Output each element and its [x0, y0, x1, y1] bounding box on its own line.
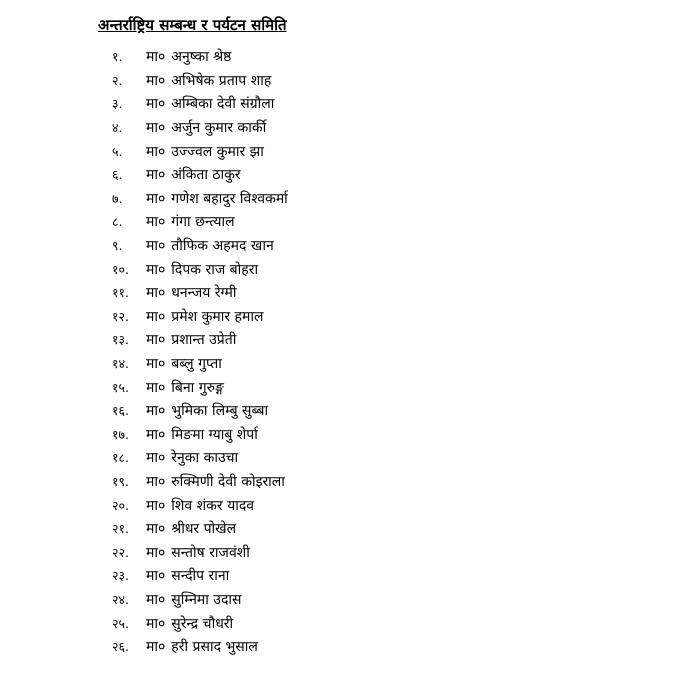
member-honorific: मा० [146, 120, 166, 137]
member-number: १६. [112, 403, 129, 419]
member-name: गंगा छन्त्याल [171, 214, 235, 231]
member-name: सन्दीप राना [171, 568, 230, 585]
member-name: धनन्जय रेग्मी [171, 285, 237, 302]
member-number: १३. [112, 332, 129, 348]
member-number: १४. [112, 356, 129, 372]
member-honorific: मा० [146, 403, 166, 420]
member-number: १९. [112, 473, 129, 489]
member-row [112, 69, 288, 93]
member-row [112, 399, 288, 423]
member-number: २२. [112, 544, 129, 560]
member-row [112, 493, 288, 517]
member-name: हरी प्रसाद भुसाल [171, 639, 258, 656]
member-name: भुमिका लिम्बु सुब्बा [171, 403, 269, 420]
member-number: ७. [112, 190, 123, 206]
member-honorific: मा० [146, 167, 166, 184]
member-number: ४. [112, 120, 123, 136]
member-name: प्रमेश कुमार हमाल [171, 308, 264, 325]
member-number: ११. [112, 285, 129, 301]
member-row [112, 446, 288, 470]
member-honorific: मा० [146, 72, 166, 89]
member-name: अभिषेक प्रताप शाह [171, 72, 272, 89]
member-name: बिना गुरुङ्ग [171, 379, 224, 396]
member-honorific: मा० [146, 356, 166, 373]
member-honorific: मा० [146, 615, 166, 632]
member-honorific: मा० [146, 568, 166, 585]
member-name: प्रशान्त उप्रेती [171, 332, 237, 349]
member-number: ८. [112, 214, 123, 230]
member-row [112, 470, 288, 494]
member-number: ९. [112, 238, 123, 254]
member-honorific: मा० [146, 332, 166, 349]
member-name: शिव शंकर यादव [171, 497, 255, 514]
member-number: २५. [112, 615, 129, 631]
member-name: गणेश बहादुर विश्वकर्मा [171, 190, 288, 207]
member-row [112, 540, 288, 564]
member-name: सुरेन्द्र चौधरी [171, 615, 234, 632]
member-honorific: मा० [146, 591, 166, 608]
member-number: १५. [112, 379, 129, 395]
member-name: श्रीधर पोखेल [171, 521, 237, 538]
member-honorific: मा० [146, 238, 166, 255]
member-honorific: मा० [146, 49, 166, 66]
member-number: २४. [112, 591, 129, 607]
member-row [112, 328, 288, 352]
member-number: २. [112, 72, 123, 88]
member-number: १. [112, 49, 123, 65]
member-honorific: मा० [146, 96, 166, 113]
member-name: तौफिक अहमद खान [171, 238, 274, 255]
member-honorific: मा० [146, 473, 166, 490]
member-row [112, 352, 288, 376]
member-row [112, 163, 288, 187]
member-row [112, 45, 288, 69]
member-honorific: मा० [146, 143, 166, 160]
member-honorific: मा० [146, 308, 166, 325]
member-name: मिङमा ग्याबु शेर्पा [171, 426, 258, 443]
member-row [112, 187, 288, 211]
member-number: ६. [112, 167, 123, 183]
member-row [112, 116, 288, 140]
member-honorific: मा० [146, 285, 166, 302]
member-row [112, 210, 288, 234]
member-honorific: मा० [146, 214, 166, 231]
member-name: उज्ज्वल कुमार झा [171, 143, 264, 160]
member-honorific: मा० [146, 426, 166, 443]
member-honorific: मा० [146, 544, 166, 561]
member-number: १२. [112, 308, 129, 324]
member-row [112, 423, 288, 447]
member-honorific: मा० [146, 261, 166, 278]
member-name: अनुष्का श्रेष्ठ [171, 49, 232, 66]
member-row [112, 635, 288, 659]
member-row [112, 139, 288, 163]
member-number: २०. [112, 497, 129, 513]
member-name: सन्तोष राजवंशी [171, 544, 250, 561]
member-row [112, 588, 288, 612]
member-row [112, 564, 288, 588]
member-row [112, 92, 288, 116]
member-number: २६. [112, 639, 129, 655]
member-number: १०. [112, 261, 129, 277]
member-list [112, 45, 288, 658]
member-row [112, 281, 288, 305]
member-name: अंकिता ठाकुर [171, 167, 241, 184]
member-honorific: मा० [146, 639, 166, 656]
member-name: दिपक राज बोहरा [171, 261, 259, 278]
member-honorific: मा० [146, 450, 166, 467]
member-number: १८. [112, 450, 129, 466]
document-title: अन्तर्राष्ट्रिय सम्बन्ध र पर्यटन समिति [98, 16, 287, 34]
member-row [112, 517, 288, 541]
member-row [112, 234, 288, 258]
member-row [112, 305, 288, 329]
member-honorific: मा० [146, 379, 166, 396]
member-number: २१. [112, 521, 129, 537]
member-name: अम्बिका देवी संग्रौला [171, 96, 275, 113]
member-row [112, 257, 288, 281]
member-honorific: मा० [146, 190, 166, 207]
member-number: ५. [112, 143, 123, 159]
member-name: रुक्मिणी देवी कोइराला [171, 473, 285, 490]
member-name: सुम्निमा उदास [171, 591, 242, 608]
member-honorific: मा० [146, 521, 166, 538]
member-name: बब्लु गुप्ता [171, 356, 222, 373]
member-name: अर्जुन कुमार कार्की [171, 120, 267, 137]
member-honorific: मा० [146, 497, 166, 514]
member-number: १७. [112, 426, 129, 442]
member-row [112, 611, 288, 635]
member-number: २३. [112, 568, 129, 584]
member-number: ३. [112, 96, 123, 112]
member-row [112, 375, 288, 399]
member-name: रेनुका काउचा [171, 450, 239, 467]
